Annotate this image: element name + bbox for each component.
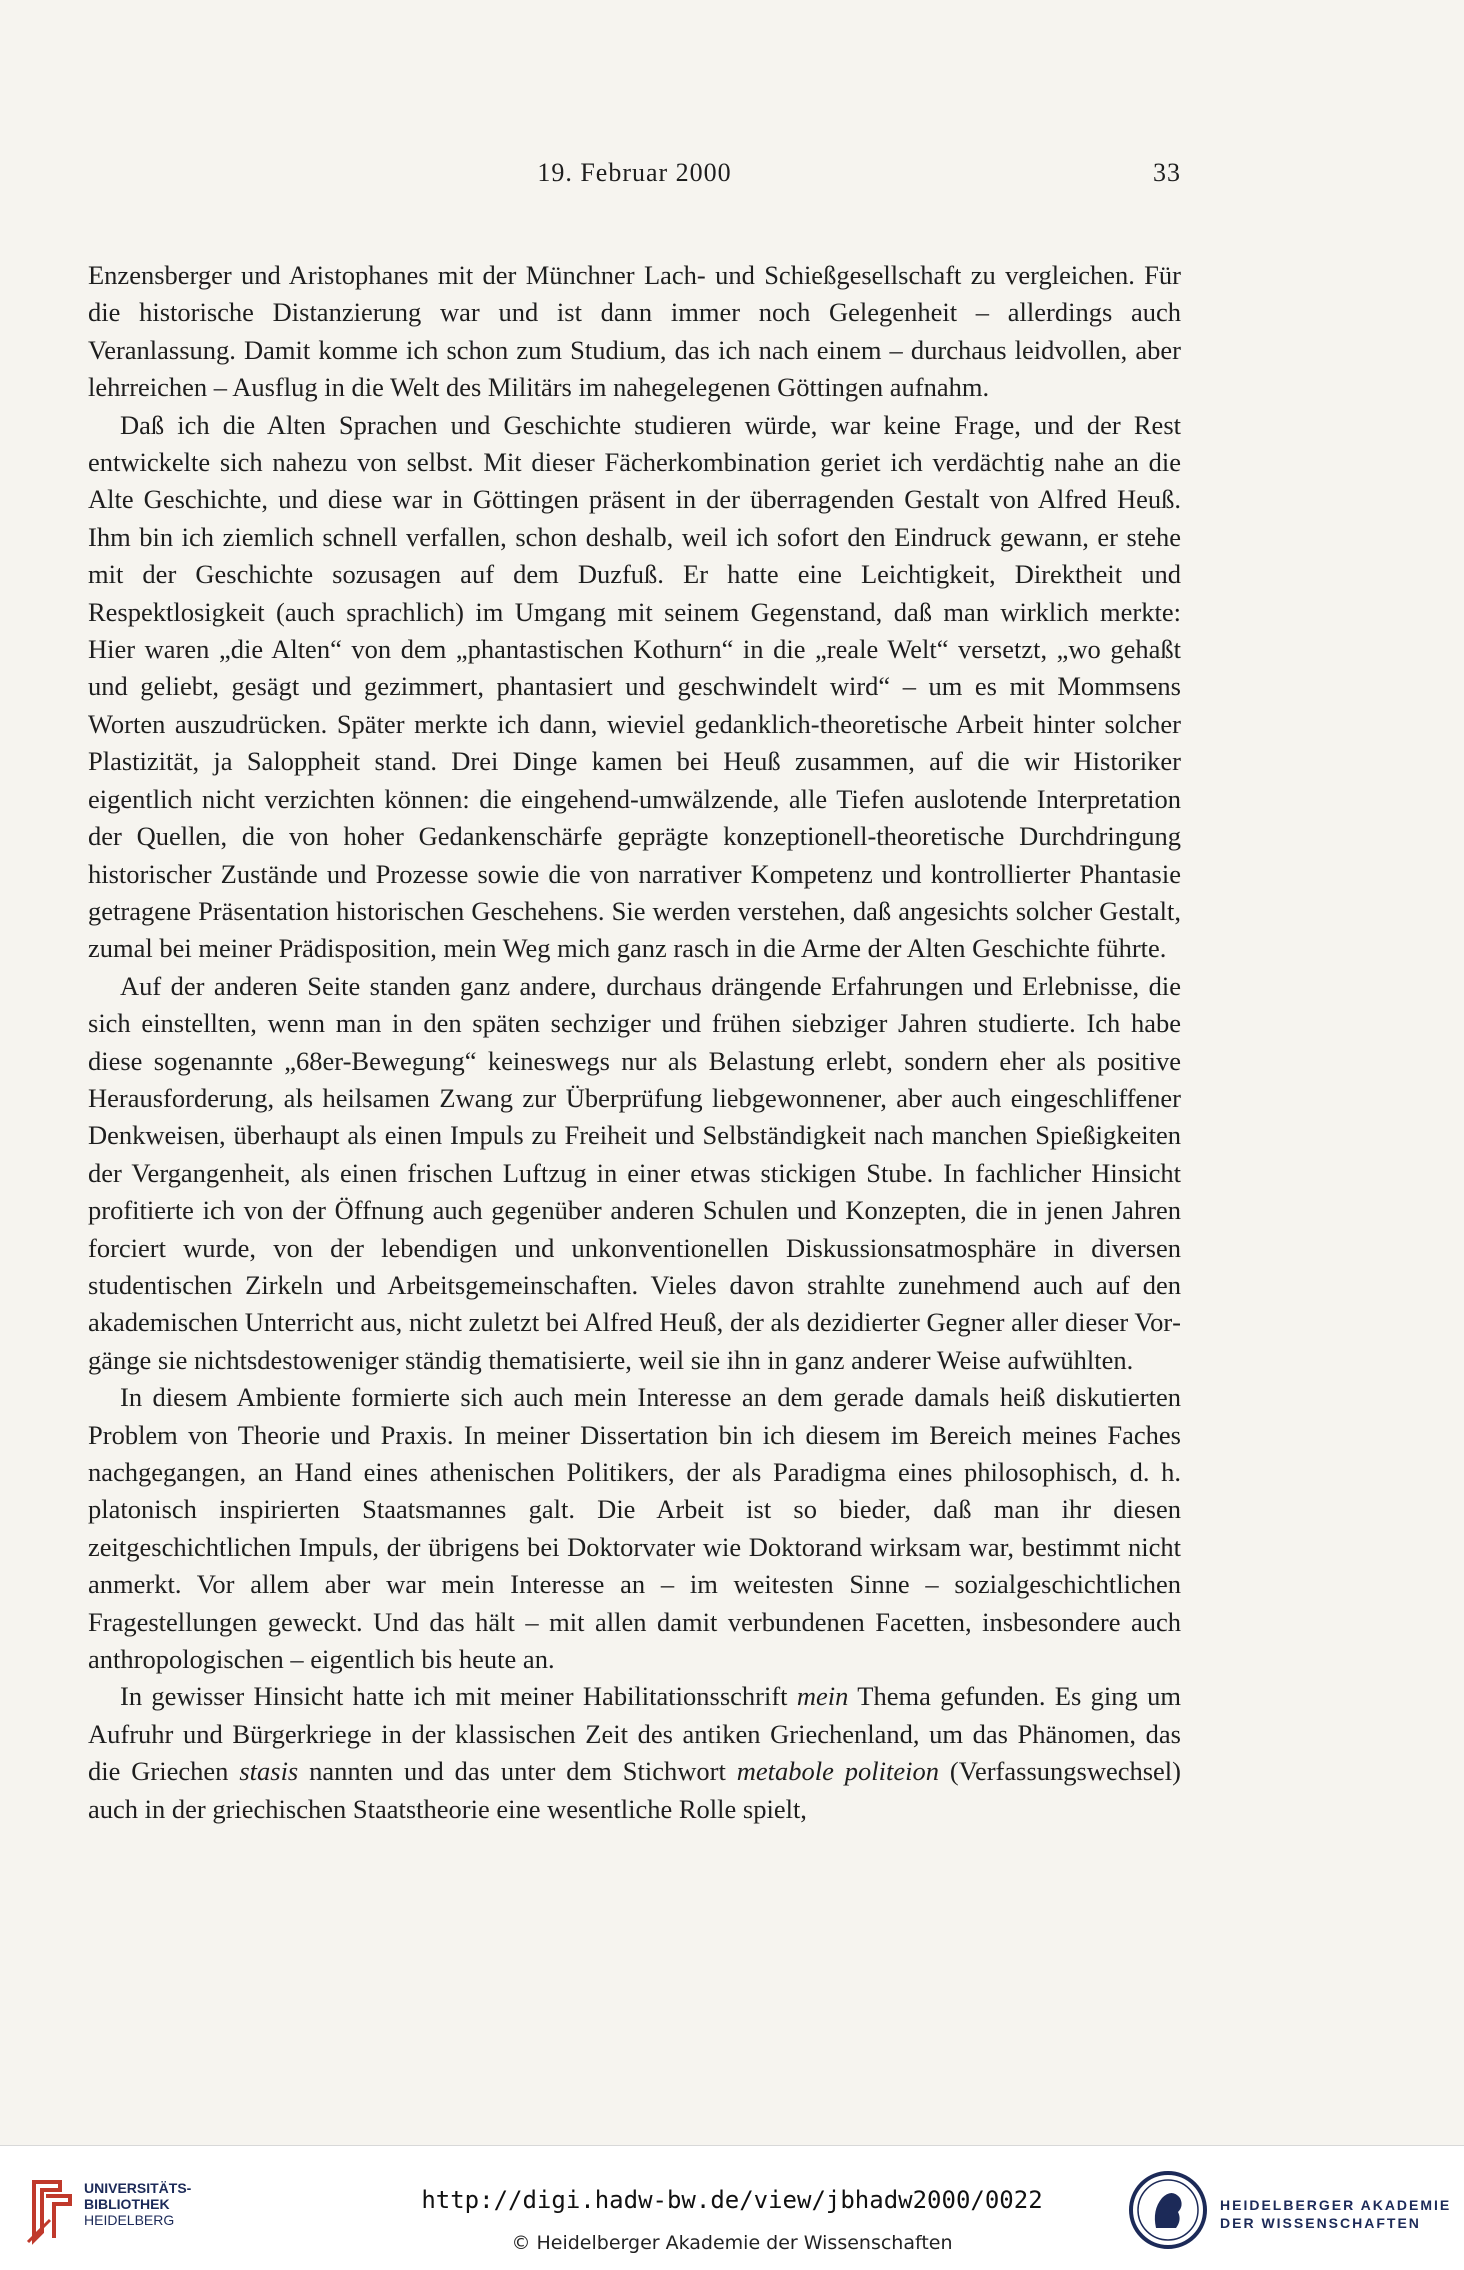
- copyright-notice: © Heidelberger Akademie der Wissenschaften: [511, 2232, 953, 2254]
- paragraph-text: In gewisser Hinsicht hatte ich mit meiner Habilitationsschrift: [120, 1681, 797, 1712]
- paragraph-text: Auf der anderen Seite standen ganz andere, durchaus drängende Erfahrungen und Erlebnisse, die sich einstellten, wenn man in den späten sechziger und frühen siebziger Jahren studierte. Ich habe diese sogenannte „68er-Bewegung“ keineswegs nur als Belastung erlebt, sondern eher als positive Herausforderung, als heilsamen Zwang zur Überprüfung liebgewonnener, aber auch eingeschliffener Denkweisen, überhaupt als einen Impuls zu Freiheit und Selbständigkeit nach manchen Spießigkeiten der Vergangenheit, als einen frischen Luftzug in einer etwas stickigen Stube. In fachlicher Hinsicht profitierte ich von der Öffnung auch gegenüber anderen Schulen und Konzepten, die in jenen Jahren forciert wurde, von der lebendigen und unkonventionellen Diskussionsatmosphäre in diversen studentischen Zirkeln und Arbeitsgemeinschaften. Vieles davon strahlte zunehmend auch auf den akademischen Unterricht aus, nicht zuletzt bei Alfred Heuß, der als dezidierter Gegner aller dieser Vorgänge sie nichtsdestoweniger ständig thematisierte, weil sie ihn in ganz anderer Weise aufwühlten.: [88, 970, 1181, 1375]
- paragraph: [88, 1379, 1181, 1678]
- permalink-url[interactable]: http://digi.hadw-bw.de/view/jbhadw2000/0022: [421, 2186, 1043, 2214]
- paragraph-text: (Verfassungswechsel) auch in der griechischen Staatstheorie eine wesentliche Rolle spielt,: [88, 1756, 1181, 1824]
- italic-term: stasis: [239, 1756, 299, 1787]
- paragraph: [88, 407, 1181, 968]
- paragraph: [88, 968, 1181, 1379]
- page-number: 33: [1153, 158, 1181, 187]
- digitization-footer: [0, 2145, 1464, 2270]
- library-name-line: HEIDELBERG: [84, 2212, 175, 2228]
- italic-term: metabole politeion: [736, 1756, 940, 1787]
- paragraph: [88, 1678, 1181, 1828]
- italic-term: mein: [796, 1681, 849, 1712]
- paragraph-text: Thema gefunden. Es ging um Aufruhr und Bürgerkriege in der klassischen Zeit des antiken Griechenland, um das Phänomen, das die Griechen: [88, 1681, 1182, 1787]
- library-name-line: UNIVERSITÄTS-: [84, 2180, 192, 2196]
- academy-name-line: HEIDELBERGER AKADEMIE: [1220, 2197, 1452, 2213]
- paragraph-text: Daß ich die Alten Sprachen und Geschichte studieren würde, war keine Frage, und der Rest entwickelte sich nahezu von selbst. Mit dieser Fächerkombination geriet ich verdächtig nahe an die Alte Geschichte, und diese war in Göttingen präsent in der überragenden Gestalt von Alfred Heuß. Ihm bin ich ziemlich schnell verfallen, schon deshalb, weil ich sofort den Eindruck gewann, er stehe mit der Geschichte sozusagen auf dem Duzfuß. Er hatte eine Leichtigkeit, Direktheit und Respektlosigkeit (auch sprachlich) im Umgang mit seinem Gegenstand, daß man wirklich merkte: Hier waren „die Alten“ von dem „phantastischen Kothurn“ in die „reale Welt“ versetzt, „wo gehaßt und geliebt, gesägt und gezimmert, phantasiert und geschwindelt wird“ – um es mit Mommsens Worten auszudrücken. Später merkte ich dann, wieviel gedanklich-theoretische Arbeit hinter solcher Plastizität, ja Saloppheit stand. Drei Dinge kamen bei Heuß zusammen, auf die wir Historiker eigentlich nicht verzichten können: die eingehend-umwälzende, alle Tiefen auslotende Interpretation der Quellen, die von hoher Gedankenschärfe geprägte konzeptionell-theoretische Durchdringung historischer Zustände und Prozesse sowie die von narrativer Kompetenz und kontrollierter Phantasie getragene Präsentation historischen Geschehens. Sie werden verstehen, daß angesichts solcher Gestalt, zumal bei meiner Prädisposition, mein Weg mich ganz rasch in die Arme der Alten Geschichte führte.: [88, 409, 1181, 964]
- running-head-title: 19. Februar 2000: [537, 158, 732, 187]
- paragraph: [88, 257, 1181, 407]
- paragraph-text: In diesem Ambiente formierte sich auch mein Interesse an dem gerade damals heiß diskutierten Problem von Theorie und Praxis. In meiner Dissertation bin ich diesem im Bereich meines Faches nachgegangen, an Hand eines athenischen Politikers, der als Paradigma eines philosophisch, d. h. platonisch inspirierten Staatsmannes galt. Die Arbeit ist so bieder, daß man ihr diesen zeitgeschichtlichen Impuls, der übrigens bei Doktorvater wie Doktorand wirksam war, bestimmt nicht anmerkt. Vor allem aber war mein Interesse an – im weitesten Sinne – sozialgeschichtlichen Fragestellungen geweckt. Und das hält – mit allen damit verbundenen Facetten, insbesondere auch anthropologischen – eigentlich bis heute an.: [88, 1382, 1181, 1675]
- library-name-line: BIBLIOTHEK: [84, 2196, 170, 2212]
- paragraph-text: Enzensberger und Aristophanes mit der Münchner Lach- und Schießgesellschaft zu vergleichen. Für die historische Distanzierung war und ist dann immer noch Gelegenheit – allerdings auch Veranlassung. Damit komme ich schon zum Studium, das ich nach einem – durchaus leidvollen, aber lehrreichen – Ausflug in die Welt des Militärs im nahegelegenen Göttingen aufnahm.: [88, 260, 1181, 403]
- paragraph-text: nannten und das unter dem Stichwort: [298, 1756, 737, 1787]
- body-text: [88, 257, 1181, 1828]
- academy-name: [1220, 2196, 1451, 2232]
- academy-name-line: DER WISSENSCHAFTEN: [1220, 2215, 1421, 2231]
- academy-seal-icon: [1128, 2170, 1208, 2250]
- running-head: [88, 158, 1181, 198]
